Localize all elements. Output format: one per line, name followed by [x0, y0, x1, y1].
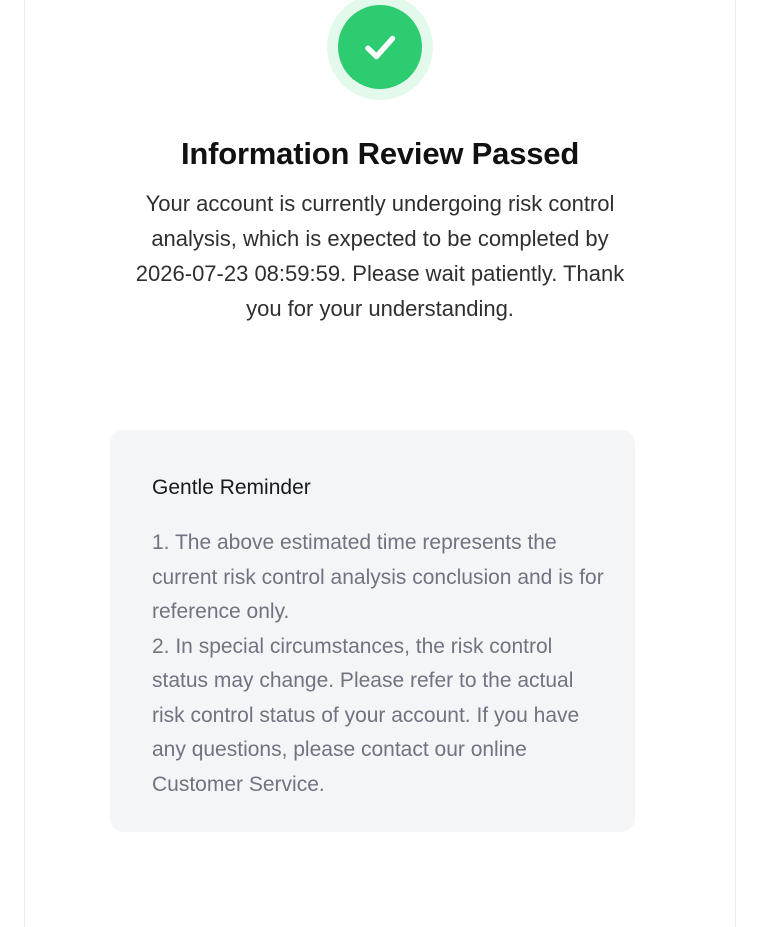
reminder-item: 2. In special circumstances, the risk control status may change. Please refer to the actual risk control status of your account. If you have any questions, please contact our online Customer Service.	[152, 634, 580, 796]
page-title: Information Review Passed	[180, 136, 580, 171]
check-circle-icon	[338, 5, 422, 89]
status-message: Your account is currently undergoing risk control analysis, which is expected to be completed by 2026-07-23 08:59:59. Please wait patiently. Thank you for your understanding.	[135, 191, 625, 321]
status-badge	[0, 0, 760, 100]
gentle-reminder-card	[110, 430, 635, 832]
reminder-title: Gentle Reminder	[152, 476, 311, 499]
success-halo	[327, 0, 433, 100]
reminder-item: 1. The above estimated time represents the current risk control analysis conclusion and is for reference only.	[152, 531, 604, 623]
reminder-body	[152, 526, 604, 802]
